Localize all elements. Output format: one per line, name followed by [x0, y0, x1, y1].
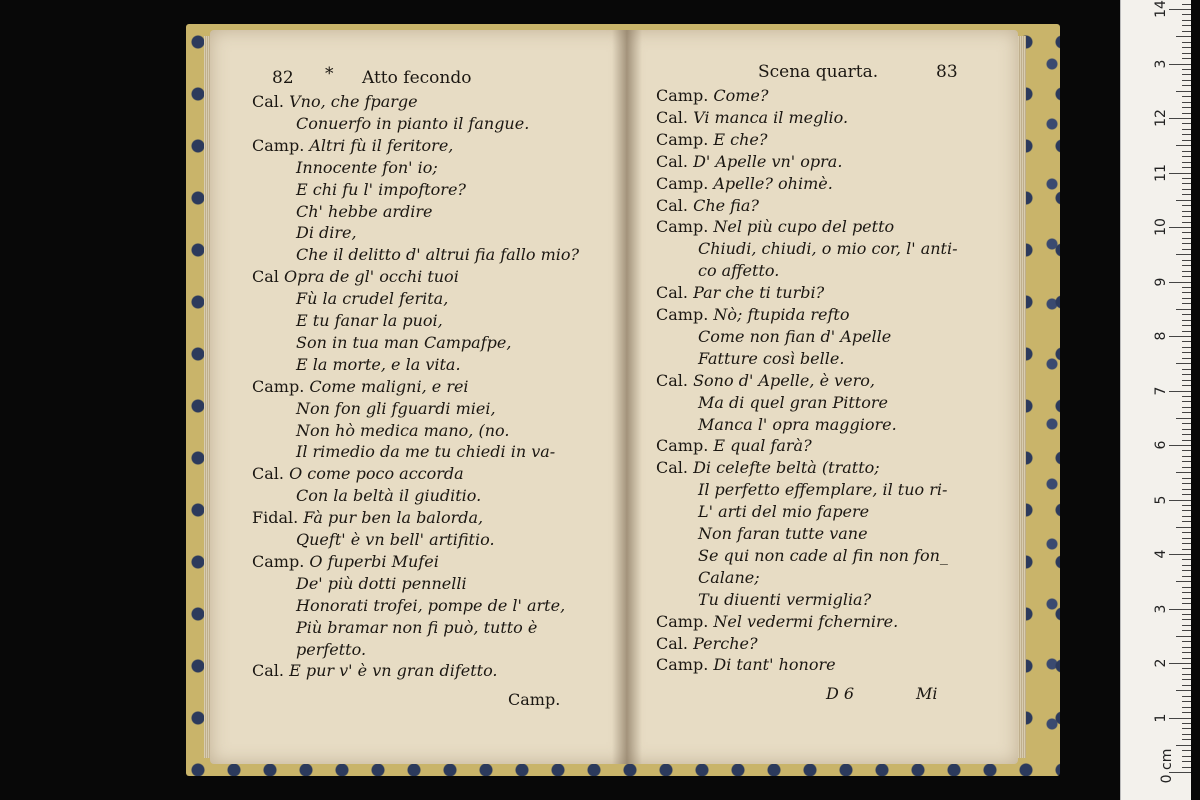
text-line	[698, 589, 872, 609]
ruler-tick	[1182, 151, 1191, 152]
ruler-tick	[1182, 53, 1191, 54]
text-line	[698, 414, 897, 434]
ruler-tick	[1182, 20, 1191, 21]
ruler-tick	[1182, 614, 1191, 615]
verse-text: Honorati trofei, pompe de l' arte,	[296, 595, 566, 615]
ruler-tick	[1182, 320, 1191, 321]
speaker-name: Camp.	[252, 135, 310, 155]
text-line	[296, 617, 538, 637]
left-running-header: Atto fecondo	[362, 68, 472, 88]
speaker-name: Camp.	[656, 86, 714, 105]
ruler-tick	[1176, 581, 1191, 582]
ruler-tick	[1182, 4, 1191, 5]
text-line	[296, 332, 512, 352]
text-line	[296, 225, 357, 241]
ruler-tick	[1182, 189, 1191, 190]
ruler-tick	[1182, 178, 1191, 179]
verse-text: Ma di quel gran Pittore	[698, 392, 888, 412]
ruler-tick	[1176, 309, 1191, 310]
ruler-number: 2	[1153, 658, 1169, 668]
ruler-tick	[1182, 538, 1191, 539]
ruler-tick	[1182, 211, 1191, 212]
verse-text: Sono d' Apelle, è vero,	[693, 370, 875, 390]
text-line	[296, 595, 566, 615]
text-line	[296, 113, 530, 133]
ruler-tick	[1182, 494, 1191, 495]
text-line	[656, 307, 849, 323]
speaker-name: Cal	[252, 267, 284, 287]
verse-text: E chi fu l' impoftore?	[296, 179, 466, 199]
ruler-tick	[1182, 58, 1191, 59]
ruler-unit-label: 0 cm	[1159, 748, 1175, 784]
verse-text: Che il delitto d' altrui fia fallo mio?	[296, 245, 580, 265]
ruler-tick	[1169, 554, 1191, 555]
ruler-tick	[1182, 756, 1191, 757]
text-line	[656, 219, 894, 235]
ruler-number: 7	[1153, 386, 1169, 395]
ruler-tick	[1182, 559, 1191, 560]
ruler-tick	[1169, 391, 1191, 392]
ruler-number: 3	[1153, 59, 1169, 68]
speaker-name: Cal.	[656, 107, 694, 127]
ruler-tick	[1182, 483, 1191, 484]
verse-text: Non hò medica mano, (no.	[296, 420, 510, 440]
verse-text: E qual farà?	[713, 436, 812, 456]
ruler-tick	[1176, 745, 1191, 746]
speaker-name: Camp.	[656, 217, 714, 237]
ruler-tick	[1182, 183, 1191, 184]
text-line	[656, 88, 768, 104]
text-line	[698, 326, 892, 346]
ruler-tick	[1182, 287, 1191, 288]
ruler-tick	[1182, 80, 1191, 81]
text-line	[296, 247, 579, 263]
text-line	[698, 545, 948, 565]
ruler-number: 9	[1153, 277, 1169, 286]
ruler-tick	[1176, 200, 1191, 201]
speaker-name: Camp.	[656, 129, 714, 149]
verse-text: Non fon gli fguardi miei,	[296, 398, 496, 418]
text-line	[296, 291, 448, 307]
text-line	[656, 129, 768, 149]
ruler-tick	[1182, 592, 1191, 593]
text-line	[296, 354, 461, 374]
verse-text: Perche?	[693, 633, 758, 653]
verse-text: E pur v' è vn gran difetto.	[289, 661, 498, 681]
ruler-tick	[1182, 276, 1191, 277]
ruler-tick	[1182, 456, 1191, 457]
ruler-tick	[1182, 587, 1191, 588]
ruler-tick	[1182, 14, 1191, 15]
ruler-tick	[1182, 352, 1191, 353]
ruler-tick	[1182, 712, 1191, 713]
ruler-tick	[1182, 767, 1191, 768]
ruler-tick	[1182, 423, 1191, 424]
ruler-tick	[1182, 216, 1191, 217]
ruler-number: 6	[1153, 440, 1169, 450]
text-line	[698, 241, 958, 257]
ruler-tick	[1182, 429, 1191, 430]
ruler-tick	[1182, 129, 1191, 130]
ruler-tick	[1176, 418, 1191, 419]
text-line	[296, 313, 443, 329]
ruler-tick	[1182, 260, 1191, 261]
ruler-tick	[1182, 249, 1191, 250]
ruler-tick	[1169, 718, 1191, 719]
ruler-number: 5	[1153, 495, 1169, 504]
text-line	[296, 201, 433, 221]
ruler-tick	[1182, 619, 1191, 620]
ruler-tick	[1182, 156, 1191, 157]
ruler-tick	[1176, 254, 1191, 255]
verse-text: L' arti del mio fapere	[698, 502, 870, 522]
verse-text: Il perfetto effemplare, il tuo ri-	[698, 480, 948, 500]
ruler-tick	[1182, 358, 1191, 359]
verse-text: Apelle? ohimè.	[713, 173, 833, 193]
text-line	[296, 157, 438, 177]
ruler-tick	[1182, 652, 1191, 653]
ruler-number: 1	[1153, 713, 1169, 722]
ruler-tick	[1182, 380, 1191, 381]
text-line	[252, 135, 454, 155]
ruler-tick	[1182, 238, 1191, 239]
ruler-tick	[1182, 396, 1191, 397]
verse-text: Vno, che fparge	[289, 92, 418, 111]
verse-text: perfetto.	[296, 639, 367, 659]
ruler-tick	[1182, 222, 1191, 223]
speaker-name: Camp.	[656, 305, 714, 324]
speaker-name: Cal.	[656, 283, 694, 303]
ruler-tick	[1182, 102, 1191, 103]
speaker-name: Cal.	[656, 151, 694, 171]
ruler-tick	[1182, 603, 1191, 604]
verse-text: Come non fian d' Apelle	[698, 326, 892, 346]
ruler-tick	[1182, 641, 1191, 642]
ruler-tick	[1169, 609, 1191, 610]
ruler-tick	[1182, 271, 1191, 272]
text-line	[656, 460, 880, 476]
verse-text: Tu diuenti vermiglia?	[698, 589, 872, 609]
ruler-tick	[1182, 385, 1191, 386]
ruler-number: 3	[1153, 604, 1169, 613]
ruler-tick	[1182, 292, 1191, 293]
ruler-tick	[1182, 707, 1191, 708]
text-line	[698, 263, 779, 279]
speaker-name: Cal.	[656, 370, 694, 390]
ruler-tick	[1182, 625, 1191, 626]
text-line	[296, 179, 466, 199]
verse-text: De' più dotti pennelli	[296, 573, 467, 593]
verse-text: Conuerfo in pianto il fangue.	[296, 113, 530, 133]
verse-text: Come maligni, e rei	[309, 376, 469, 396]
ruler-tick	[1176, 145, 1191, 146]
ruler-tick	[1169, 282, 1191, 283]
speaker-name: Cal.	[252, 661, 290, 681]
speaker-name: Cal.	[656, 195, 694, 215]
verse-text: Non faran tutte vane	[698, 524, 868, 543]
ruler-tick	[1182, 42, 1191, 43]
ruler-tick	[1176, 91, 1191, 92]
ruler-tick	[1182, 750, 1191, 751]
text-line	[698, 482, 947, 498]
verse-text: O fuperbi Mufei	[309, 551, 439, 571]
speaker-name: Camp.	[252, 551, 310, 571]
text-line	[656, 370, 875, 390]
ruler-tick	[1182, 450, 1191, 451]
ruler-tick	[1182, 630, 1191, 631]
ruler-tick	[1182, 668, 1191, 669]
speaker-name: Cal.	[656, 633, 694, 653]
speaker-name: Camp.	[656, 173, 714, 193]
verse-text: Se qui non cade al fin non fon_	[698, 545, 948, 565]
left-page-number: 82	[272, 68, 294, 88]
text-line	[296, 444, 555, 460]
verse-text: Nel più cupo del petto	[713, 217, 895, 237]
text-line	[296, 420, 510, 440]
verse-text: D' Apelle vn' opra.	[693, 151, 843, 171]
verse-text: Di dire,	[296, 223, 357, 243]
ruler-tick	[1182, 407, 1191, 408]
ruler-tick	[1182, 505, 1191, 506]
verse-text: Calane;	[698, 567, 760, 587]
ruler-tick	[1176, 636, 1191, 637]
verse-text: Con la beltà il giuditio.	[296, 486, 482, 506]
ruler-tick	[1182, 123, 1191, 124]
ruler-tick	[1182, 31, 1191, 32]
measurement-ruler	[1120, 0, 1191, 800]
verse-text: E tu fanar la puoi,	[296, 311, 443, 330]
verse-text: Manca l' opra maggiore.	[698, 414, 897, 434]
verse-text: Par che ti turbi?	[693, 283, 825, 303]
text-line	[252, 663, 498, 679]
ruler-tick	[1182, 325, 1191, 326]
ruler-tick	[1169, 663, 1191, 664]
verse-text: co affetto.	[698, 261, 780, 281]
book-gutter	[612, 30, 642, 764]
ruler-number: 12	[1153, 109, 1169, 127]
ruler-tick	[1182, 576, 1191, 577]
verse-text: Più bramar non fi può, tutto è	[296, 617, 538, 637]
text-line	[698, 567, 760, 587]
speaker-name: Cal.	[252, 92, 290, 111]
ruler-tick	[1182, 543, 1191, 544]
verse-text: Altri fù il feritore,	[309, 135, 454, 155]
ruler-tick	[1182, 74, 1191, 75]
ruler-tick	[1182, 647, 1191, 648]
verse-text: Queft' è vn bell' artifitio.	[296, 530, 495, 549]
text-line	[296, 532, 495, 548]
ruler-tick	[1182, 696, 1191, 697]
verse-text: Chiudi, chiudi, o mio cor, l' anti-	[698, 239, 958, 259]
ruler-number: 11	[1153, 163, 1169, 182]
text-line	[296, 639, 367, 659]
text-line	[656, 285, 824, 301]
text-line	[656, 107, 849, 127]
right-page-number: 83	[936, 62, 958, 82]
ruler-tick	[1182, 440, 1191, 441]
ruler-tick	[1182, 167, 1191, 168]
ruler-tick	[1182, 369, 1191, 370]
text-line	[656, 611, 899, 631]
ruler-number: 8	[1153, 331, 1169, 341]
ruler-tick	[1169, 64, 1191, 65]
verse-text: Opra de gl' occhi tuoi	[283, 267, 459, 287]
ruler-tick	[1182, 194, 1191, 195]
signature-mark: D 6	[826, 684, 855, 703]
ruler-tick	[1169, 445, 1191, 446]
ruler-tick	[1182, 314, 1191, 315]
ruler-tick	[1182, 331, 1191, 332]
verse-text: Il rimedio da me tu chiedi in va-	[296, 442, 556, 462]
ruler-number: 4	[1153, 549, 1169, 559]
ruler-tick	[1182, 598, 1191, 599]
ruler-tick	[1182, 516, 1191, 517]
right-running-header: Scena quarta.	[758, 62, 879, 82]
ruler-tick	[1169, 173, 1191, 174]
verse-text: Fà pur ben la balorda,	[303, 508, 484, 528]
verse-text: E che?	[713, 129, 768, 149]
ruler-number: 10	[1153, 218, 1169, 236]
ruler-tick	[1169, 118, 1191, 119]
ruler-tick	[1182, 96, 1191, 97]
ruler-tick	[1182, 25, 1191, 26]
verse-text: Son in tua man Campafpe,	[296, 332, 512, 352]
verse-text: Vi manca il meglio.	[693, 107, 849, 127]
text-line	[656, 438, 812, 454]
ruler-tick	[1182, 570, 1191, 571]
ruler-tick	[1182, 347, 1191, 348]
ruler-tick	[1169, 227, 1191, 228]
ruler-tick	[1182, 243, 1191, 244]
ruler-tick	[1176, 527, 1191, 528]
ruler-tick	[1182, 205, 1191, 206]
ruler-tick	[1182, 69, 1191, 70]
ruler-tick	[1182, 734, 1191, 735]
verse-text: Nel vedermi fchernire.	[713, 611, 899, 631]
ruler-tick	[1182, 478, 1191, 479]
right-catchword: Mi	[916, 684, 938, 703]
text-line	[252, 269, 459, 285]
verse-text: Innocente fon' io;	[296, 157, 438, 177]
ruler-tick	[1182, 113, 1191, 114]
text-line	[656, 657, 836, 673]
ruler-tick	[1182, 47, 1191, 48]
ruler-tick	[1182, 685, 1191, 686]
ruler-tick	[1182, 412, 1191, 413]
text-line	[698, 348, 845, 368]
ruler-tick	[1182, 510, 1191, 511]
ruler-tick	[1182, 549, 1191, 550]
ruler-tick	[1182, 162, 1191, 163]
speaker-name: Cal.	[656, 458, 694, 478]
text-line	[656, 173, 833, 193]
ruler-tick	[1182, 761, 1191, 762]
ruler-tick	[1182, 134, 1191, 135]
ruler-tick	[1182, 679, 1191, 680]
ruler-tick	[1182, 723, 1191, 724]
speaker-name: Camp.	[252, 376, 310, 396]
verse-text: Come?	[713, 86, 769, 105]
ruler-tick	[1176, 36, 1191, 37]
ruler-tick	[1182, 674, 1191, 675]
ruler-tick	[1182, 107, 1191, 108]
text-line	[698, 504, 869, 520]
speaker-name: Camp.	[656, 611, 714, 631]
ruler-tick	[1182, 532, 1191, 533]
verse-text: Di celefte beltà (tratto;	[693, 458, 880, 478]
ruler-tick	[1182, 303, 1191, 304]
ruler-tick	[1182, 374, 1191, 375]
left-catchword: Camp.	[508, 690, 561, 709]
speaker-name: Cal.	[252, 464, 290, 484]
speaker-name: Camp.	[656, 436, 714, 456]
ruler-tick	[1169, 9, 1191, 10]
text-line	[698, 526, 868, 542]
ruler-tick	[1182, 401, 1191, 402]
text-line	[296, 398, 496, 418]
text-line	[252, 551, 439, 571]
text-line	[656, 633, 758, 653]
text-line	[656, 195, 759, 215]
ruler-tick	[1182, 265, 1191, 266]
ornament-asterisk: *	[325, 64, 334, 84]
verse-text: Di tant' honore	[713, 655, 836, 675]
text-line	[252, 376, 469, 396]
speaker-name: Camp.	[656, 655, 714, 675]
ruler-tick	[1176, 690, 1191, 691]
verse-text: Fatture così belle.	[698, 348, 845, 368]
ruler-tick	[1176, 472, 1191, 473]
ruler-tick	[1182, 489, 1191, 490]
ruler-tick	[1182, 434, 1191, 435]
ruler-tick	[1182, 341, 1191, 342]
ruler-number: 14	[1153, 0, 1169, 18]
text-line	[296, 573, 467, 593]
ruler-tick	[1182, 232, 1191, 233]
verse-text: Ch' hebbe ardire	[296, 201, 433, 221]
verse-text: O come poco accorda	[289, 464, 464, 484]
verse-text: Fù la crudel ferita,	[296, 289, 449, 309]
text-line	[656, 151, 843, 171]
ruler-tick	[1182, 467, 1191, 468]
ruler-tick	[1182, 658, 1191, 659]
speaker-name: Fidal.	[252, 508, 304, 528]
text-line	[252, 94, 418, 110]
ruler-tick	[1169, 500, 1191, 501]
ruler-tick	[1182, 728, 1191, 729]
ruler-tick	[1176, 363, 1191, 364]
text-line	[252, 466, 464, 482]
text-line	[252, 510, 483, 526]
ruler-tick	[1182, 461, 1191, 462]
verse-text: Che fia?	[693, 195, 759, 215]
ruler-tick	[1182, 521, 1191, 522]
verse-text: Nò; ftupida refto	[713, 305, 850, 324]
verse-text: E la morte, e la vita.	[296, 354, 461, 374]
ruler-tick	[1182, 85, 1191, 86]
ruler-tick	[1182, 298, 1191, 299]
ruler-tick	[1182, 140, 1191, 141]
text-line	[698, 392, 888, 412]
ruler-tick	[1182, 739, 1191, 740]
ruler-tick	[1182, 701, 1191, 702]
text-line	[296, 488, 481, 504]
ruler-tick	[1169, 336, 1191, 337]
ruler-tick	[1182, 565, 1191, 566]
